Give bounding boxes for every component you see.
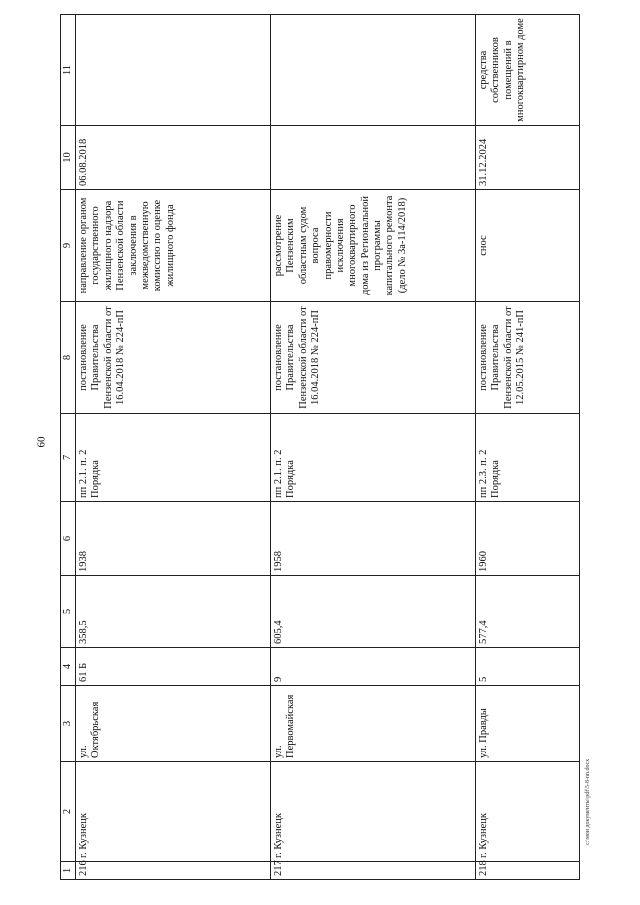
housing-table <box>60 14 580 880</box>
rotated-table-container <box>60 15 580 880</box>
col-header-10: 10 <box>61 126 76 190</box>
table-row <box>76 15 271 880</box>
house-cell: 5 <box>476 648 580 686</box>
city-cell: г. Кузнецк <box>476 762 580 862</box>
document-cell: постановление Правительства Пензенской области от 16.04.2018 № 224-пП <box>76 302 271 414</box>
col-header-3: 3 <box>61 686 76 762</box>
col-header-11: 11 <box>61 15 76 126</box>
street-cell: ул. Октябрьская <box>76 686 271 762</box>
footer-file-path: c:\мои документы\pdf\5-8-nn.docx <box>585 758 591 845</box>
page-number: 60 <box>35 436 48 448</box>
date-cell <box>271 126 476 190</box>
city-cell: г. Кузнецк <box>76 762 271 862</box>
action-cell: рассмотрение Пензенским областным судом вопроса правомерности исключения многоквартирного дома из Региональной программы капитального ремонта (дело № 3а-114/2018) <box>271 190 476 302</box>
source-cell <box>76 15 271 126</box>
col-header-4: 4 <box>61 648 76 686</box>
date-cell: 31.12.2024 <box>476 126 580 190</box>
clause-cell: пп 2.1. п. 2 Порядка <box>76 414 271 502</box>
area-cell: 358,5 <box>76 576 271 648</box>
house-cell: 9 <box>271 648 476 686</box>
action-cell: направление органом государственного жилищного надзора Пензенской области заключения в межведомственную комиссию по оценке жилищного фонда <box>76 190 271 302</box>
source-cell: средства собственников помещений в многоквартирном доме <box>476 15 580 126</box>
col-header-9: 9 <box>61 190 76 302</box>
date-cell: 06.08.2018 <box>76 126 271 190</box>
city-cell: г. Кузнецк <box>271 762 476 862</box>
col-header-6: 6 <box>61 502 76 576</box>
document-cell: постановление Правительства Пензенской области от 16.04.2018 № 224-пП <box>271 302 476 414</box>
col-header-7: 7 <box>61 414 76 502</box>
row-number: 216 <box>76 862 271 880</box>
year-cell: 1960 <box>476 502 580 576</box>
table-row <box>271 15 476 880</box>
area-cell: 577,4 <box>476 576 580 648</box>
street-cell: ул. Правды <box>476 686 580 762</box>
row-number: 217 <box>271 862 476 880</box>
source-cell <box>271 15 476 126</box>
col-header-2: 2 <box>61 762 76 862</box>
clause-cell: пп 2.1. п. 2 Порядка <box>271 414 476 502</box>
col-header-1: 1 <box>61 862 76 880</box>
street-cell: ул. Первомайская <box>271 686 476 762</box>
action-cell: снос <box>476 190 580 302</box>
house-cell: 61 Б <box>76 648 271 686</box>
document-cell: постановление Правительства Пензенской области от 12.05.2015 № 241-пП <box>476 302 580 414</box>
row-number: 218 <box>476 862 580 880</box>
clause-cell: пп 2.3. п. 2 Порядка <box>476 414 580 502</box>
area-cell: 605,4 <box>271 576 476 648</box>
col-header-5: 5 <box>61 576 76 648</box>
year-cell: 1958 <box>271 502 476 576</box>
col-header-8: 8 <box>61 302 76 414</box>
table-row <box>476 15 580 880</box>
header-row <box>61 15 76 880</box>
year-cell: 1938 <box>76 502 271 576</box>
